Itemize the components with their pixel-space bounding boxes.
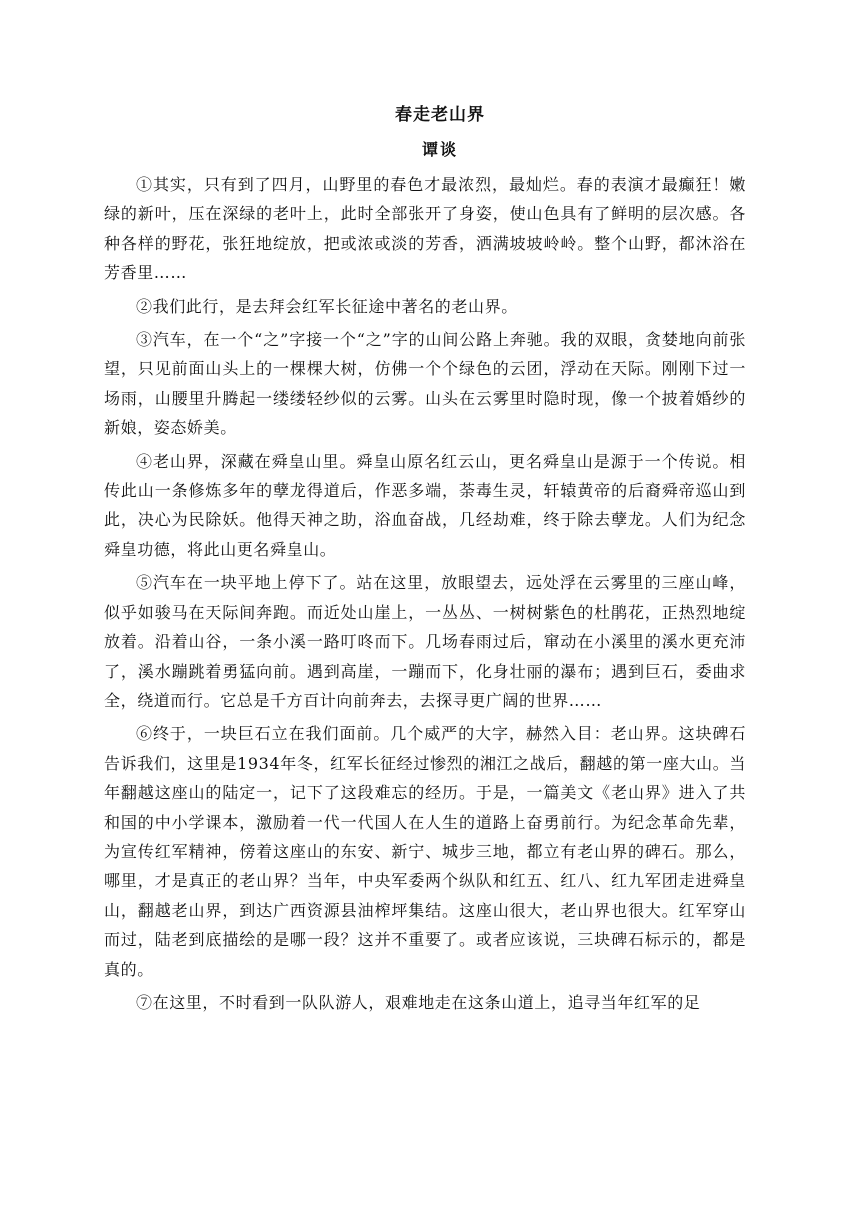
paragraph-7: ⑦在这里，不时看到一队队游人，艰难地走在这条山道上，追寻当年红军的足 <box>136 992 701 1012</box>
paragraph-6: ⑥终于，一块巨石立在我们面前。几个威严的大字，赫然入目：老山界。这块碑石告诉我们，这里是1934年冬，红军长征经过惨烈的湘江之战后，翻越的第一座大山。当年翻越这座山的陆定一，记下了这段难忘的经历。于是，一篇美文《老山界》进入了共和国的中小学课本，激励着一代一代国人在人生的道路上奋勇前行。为纪念革命先辈，为宣传红军精神，傍着这座山的东安、新宁、城步三地，都立有老山界的碑石。那么，哪里，才是真正的老山界？当年，中央军委两个纵队和红五、红八、红九军团走进舜皇山，翻越老山界，到达广西资源县油榨坪集结。这座山很大，老山界也很大。红军穿山而过，陆老到底描绘的是哪一段？这并不重要了。或者应该说，三块碑石标示的，都是真的。 <box>104 724 746 979</box>
paragraph-1: ①其实，只有到了四月，山野里的春色才最浓烈，最灿烂。春的表演才最癫狂！嫩绿的新叶，压在深绿的老叶上，此时全部张开了身姿，使山色具有了鲜明的层次感。各种各样的野花，张狂地绽放，把或浓或淡的芳香，洒满坡坡岭岭。整个山野，都沐浴在芳香里…… <box>104 175 746 283</box>
paragraph-4: ④老山界，深藏在舜皇山里。舜皇山原名红云山，更名舜皇山是源于一个传说。相传此山一条修炼多年的孽龙得道后，作恶多端，荼毒生灵，轩辕黄帝的后裔舜帝巡山到此，决心为民除妖。他得天神之助，浴血奋战，几经劫难，终于除去孽龙。人们为纪念舜皇功德，将此山更名舜皇山。 <box>104 451 746 559</box>
paragraph-2: ②我们此行，是去拜会红军长征途中著名的老山界。 <box>136 296 518 316</box>
article-body <box>104 170 746 1021</box>
paragraph-3: ③汽车，在一个“之”字接一个“之”字的山间公路上奔驰。我的双眼，贪婪地向前张望，只见前面山头上的一棵棵大树，仿佛一个个绿色的云团，浮动在天际。刚刚下过一场雨，山腰里升腾起一缕缕轻纱似的云雾。山头在云雾里时隐时现，像一个披着婚纱的新娘，姿态娇美。 <box>104 330 746 438</box>
paragraph-5: ⑤汽车在一块平地上停下了。站在这里，放眼望去，远处浮在云雾里的三座山峰，似乎如骏马在天际间奔跑。而近处山崖上，一丛丛、一树树紫色的杜鹃花，正热烈地绽放着。沿着山谷，一条小溪一路叮咚而下。几场春雨过后，窜动在小溪里的溪水更充沛了，溪水蹦跳着勇猛向前。遇到高崖，一蹦而下，化身壮丽的瀑布；遇到巨石，委曲求全，绕道而行。它总是千方百计向前奔去，去探寻更广阔的世界…… <box>104 573 746 710</box>
article-author: 谭谈 <box>421 140 458 159</box>
article-title: 春走老山界 <box>395 105 485 125</box>
